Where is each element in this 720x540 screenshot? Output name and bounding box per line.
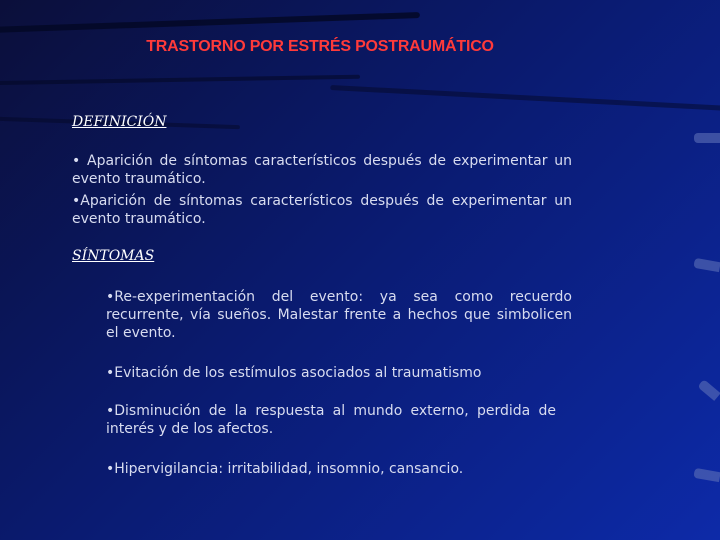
definition-paragraph: •Aparición de síntomas característicos después de experimentar un evento traumático.	[72, 193, 572, 227]
background-mark	[697, 379, 720, 401]
symptom-item: •Re-experimentación del evento: ya sea como recuerdo recurrente, vía sueños. Malestar frente a hechos que simbolicen el evento.	[106, 289, 572, 341]
background-streak	[0, 75, 360, 86]
background-mark	[694, 133, 720, 143]
background-mark	[693, 258, 720, 272]
symptom-item: •Disminución de la respuesta al mundo externo, perdida de interés y de los afectos.	[106, 403, 556, 437]
background-mark	[693, 468, 720, 482]
slide-title: TRASTORNO POR ESTRÉS POSTRAUMÁTICO	[146, 38, 494, 55]
definition-paragraph: • Aparición de síntomas característicos después de experimentar un evento traumático.	[72, 153, 572, 187]
background-streak	[0, 12, 420, 34]
symptom-item: •Hipervigilancia: irritabilidad, insomnio, cansancio.	[106, 461, 464, 477]
background-streak	[330, 85, 720, 112]
definition-heading: DEFINICIÓN	[72, 114, 167, 130]
symptom-item: •Evitación de los estímulos asociados al traumatismo	[106, 365, 482, 381]
symptoms-heading: SÍNTOMAS	[72, 248, 155, 264]
